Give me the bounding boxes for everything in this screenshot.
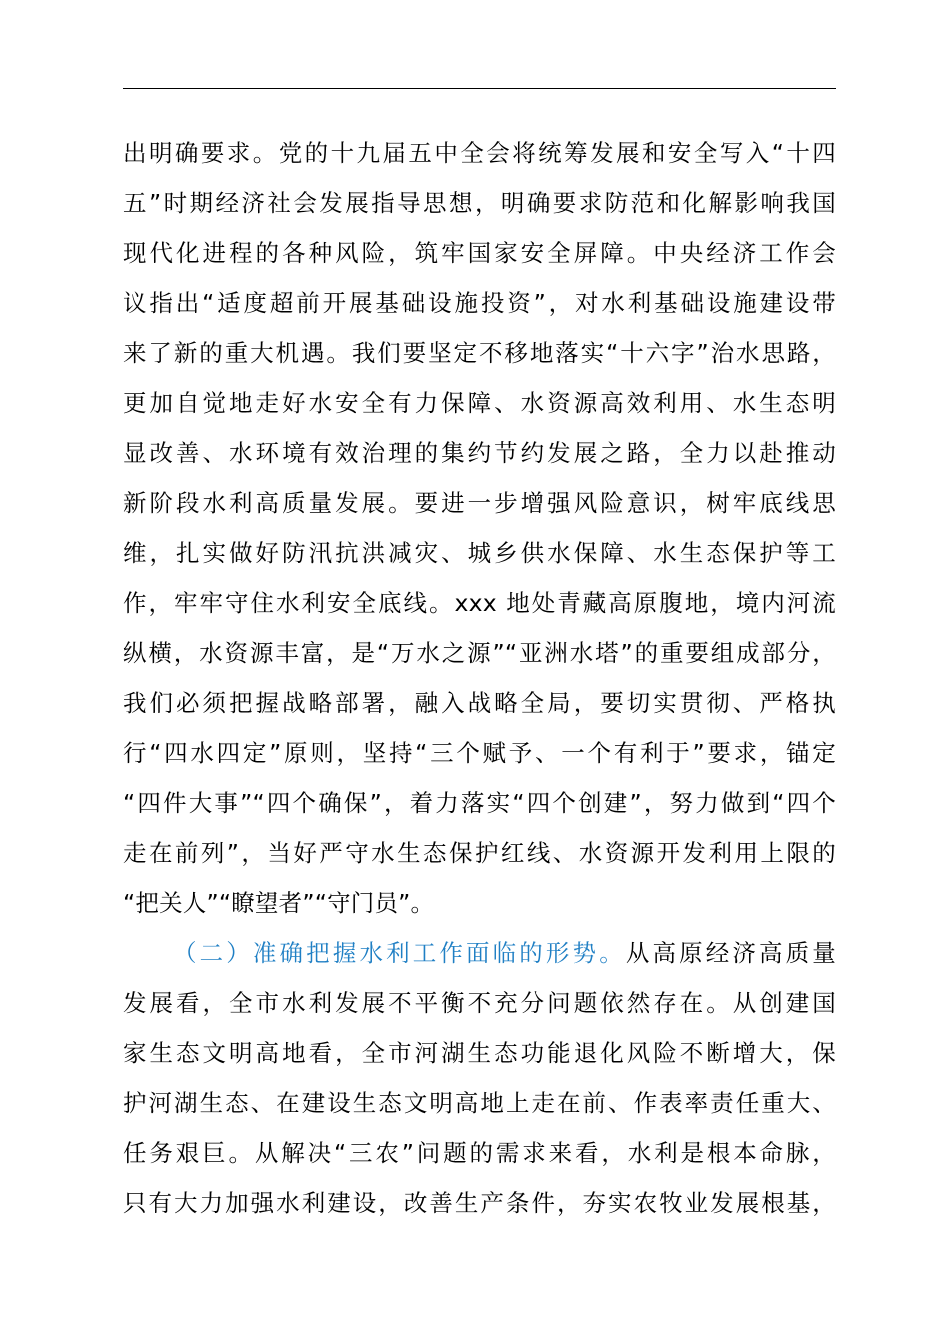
body-line: 家生态文明高地看，全市河湖生态功能退化风险不断增大，保: [123, 1039, 836, 1067]
body-line: 维，扎实做好防汛抗洪减灾、城乡供水保障、水生态保护等工: [123, 539, 836, 567]
body-line: 出明确要求。党的十九届五中全会将统筹发展和安全写入“十四: [123, 139, 836, 167]
body-line: 任务艰巨。从解决“三农”问题的需求来看，水利是根本命脉，: [123, 1139, 836, 1167]
body-line: 走在前列”，当好严守水生态保护红线、水资源开发利用上限的: [123, 839, 836, 867]
body-line: 现代化进程的各种风险，筑牢国家安全屏障。中央经济工作会: [123, 239, 836, 267]
body-line: 来了新的重大机遇。我们要坚定不移地落实“十六字”治水思路，: [123, 339, 836, 367]
section-2-first-line-text: 从高原经济高质量: [625, 939, 836, 967]
section-2-heading: （二）准确把握水利工作面临的形势。: [173, 939, 626, 967]
body-line: 行“四水四定”原则，坚持“三个赋予、一个有利于”要求，锚定: [123, 739, 836, 767]
section-2-first-line: [123, 928, 836, 978]
body-line: 只有大力加强水利建设，改善生产条件，夯实农牧业发展根基，: [123, 1189, 836, 1217]
body-line: 议指出“适度超前开展基础设施投资”，对水利基础设施建设带: [123, 289, 836, 317]
body-line: 更加自觉地走好水安全有力保障、水资源高效利用、水生态明: [123, 389, 836, 417]
header-rule: [123, 88, 836, 89]
body-line: 发展看，全市水利发展不平衡不充分问题依然存在。从创建国: [123, 989, 836, 1017]
body-line: 显改善、水环境有效治理的集约节约发展之路，全力以赴推动: [123, 439, 836, 467]
body-line: 新阶段水利高质量发展。要进一步增强风险意识，树牢底线思: [123, 489, 836, 517]
body-line: 我们必须把握战略部署，融入战略全局，要切实贯彻、严格执: [123, 689, 836, 717]
document-body: [123, 128, 836, 1228]
body-line: 作，牢牢守住水利安全底线。xxx 地处青藏高原腹地，境内河流: [123, 589, 836, 617]
body-line: 护河湖生态、在建设生态文明高地上走在前、作表率责任重大、: [123, 1089, 836, 1117]
body-line: “把关人”“瞭望者”“守门员”。: [123, 889, 435, 917]
body-line: 纵横，水资源丰富，是“万水之源”“亚洲水塔”的重要组成部分，: [123, 639, 836, 667]
body-line: 五”时期经济社会发展指导思想，明确要求防范和化解影响我国: [123, 189, 836, 217]
body-line: “四件大事”“四个确保”，着力落实“四个创建”，努力做到“四个: [123, 789, 836, 817]
